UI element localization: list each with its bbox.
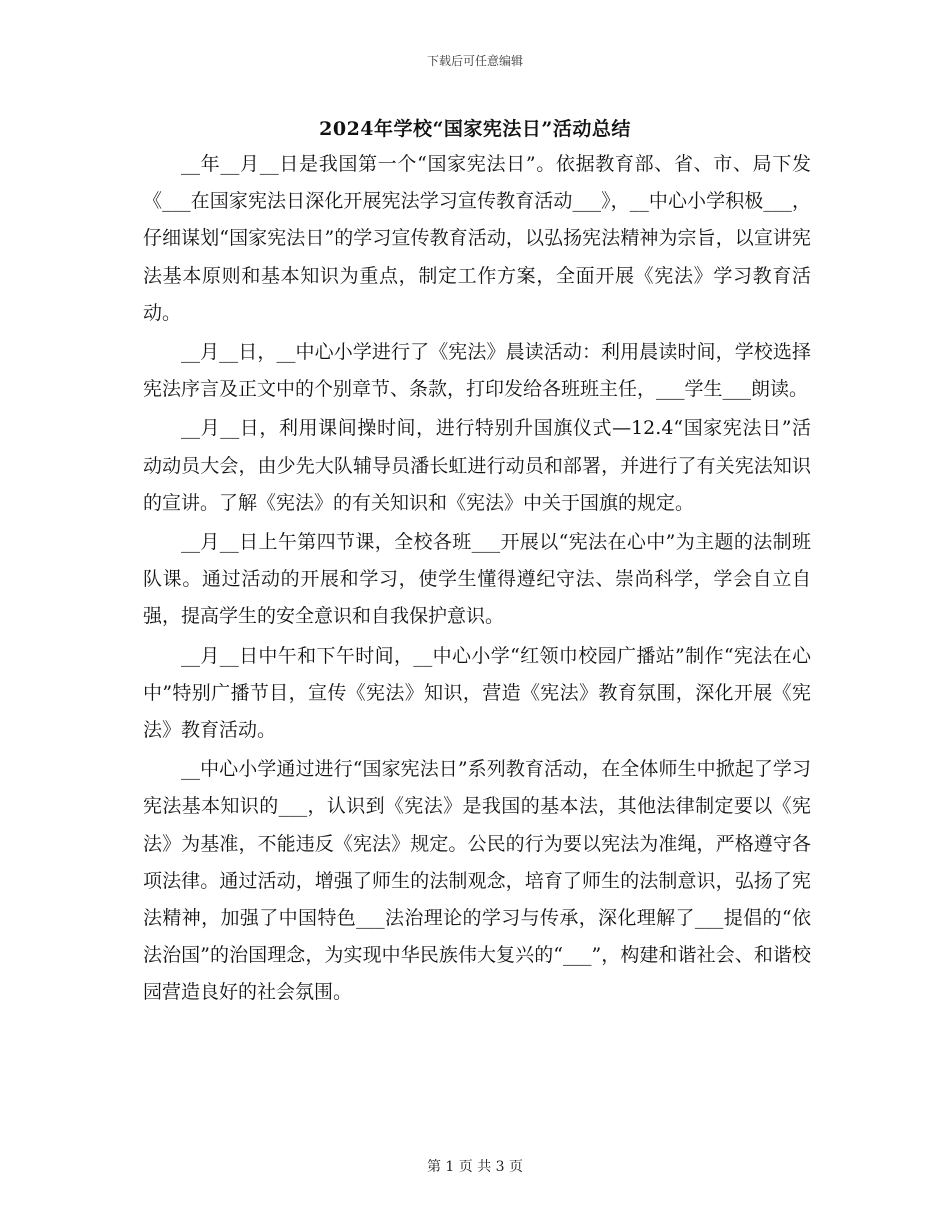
paragraph-4: __月__日上午第四节课，全校各班___开展以“宪法在心中”为主题的法制班队课。通过活动的开展和学习，使学生懂得遵纪守法、崇尚科学，学会自立自强，提高学生的安全意识和自我保护意识。 [143,531,811,628]
document-title: 2024年学校“国家宪法日”活动总结 [319,118,631,140]
document-body [143,146,811,1014]
header-note: 下载后可任意编辑 [426,54,523,68]
paragraph-5: __月__日中午和下午时间，__中心小学“红领巾校园广播站”制作“宪法在心中”特别广播节目，宣传《宪法》知识，营造《宪法》教育氛围，深化开展《宪法》教育活动。 [143,644,811,742]
paragraph-1: __年__月__日是我国第一个“国家宪法日”。依据教育部、省、市、局下发《___在国家宪法日深化开展宪法学习宣传教育活动___》，__中心小学积极___，仔细谋划“国家宪法日”的学习宣传教育活动，以弘扬宪法精神为宗旨，以宣讲宪法基本原则和基本知识为重点，制定工作方案，全面开展《宪法》学习教育活动。 [143,153,811,324]
paragraph-2: __月__日，__中心小学进行了《宪法》晨读活动：利用晨读时间，学校选择宪法序言及正文中的个别章节、条款，打印发给各班班主任，___学生___朗读。 [143,341,811,401]
page-number: 第 1 页 共 3 页 [426,1159,524,1175]
paragraph-6: __中心小学通过进行“国家宪法日”系列教育活动，在全体师生中掀起了学习宪法基本知识的___，认识到《宪法》是我国的基本法，其他法律制定要以《宪法》为基准，不能违反《宪法》规定。公民的行为要以宪法为准绳，严格遵守各项法律。通过活动，增强了师生的法制观念，培育了师生的法制意识，弘扬了宪法精神，加强了中国特色___法治理论的学习与传承，深化理解了___提倡的“依法治国”的治国理念，为实现中华民族伟大复兴的“___”，构建和谐社会、和谐校园营造良好的社会氛围。 [143,758,811,1004]
paragraph-3: __月__日，利用课间操时间，进行特别升国旗仪式—12.4“国家宪法日”活动动员大会，由少先大队辅导员潘长虹进行动员和部署，并进行了有关宪法知识的宣讲。了解《宪法》的有关知识和《宪法》中关于国旗的规定。 [143,417,811,514]
